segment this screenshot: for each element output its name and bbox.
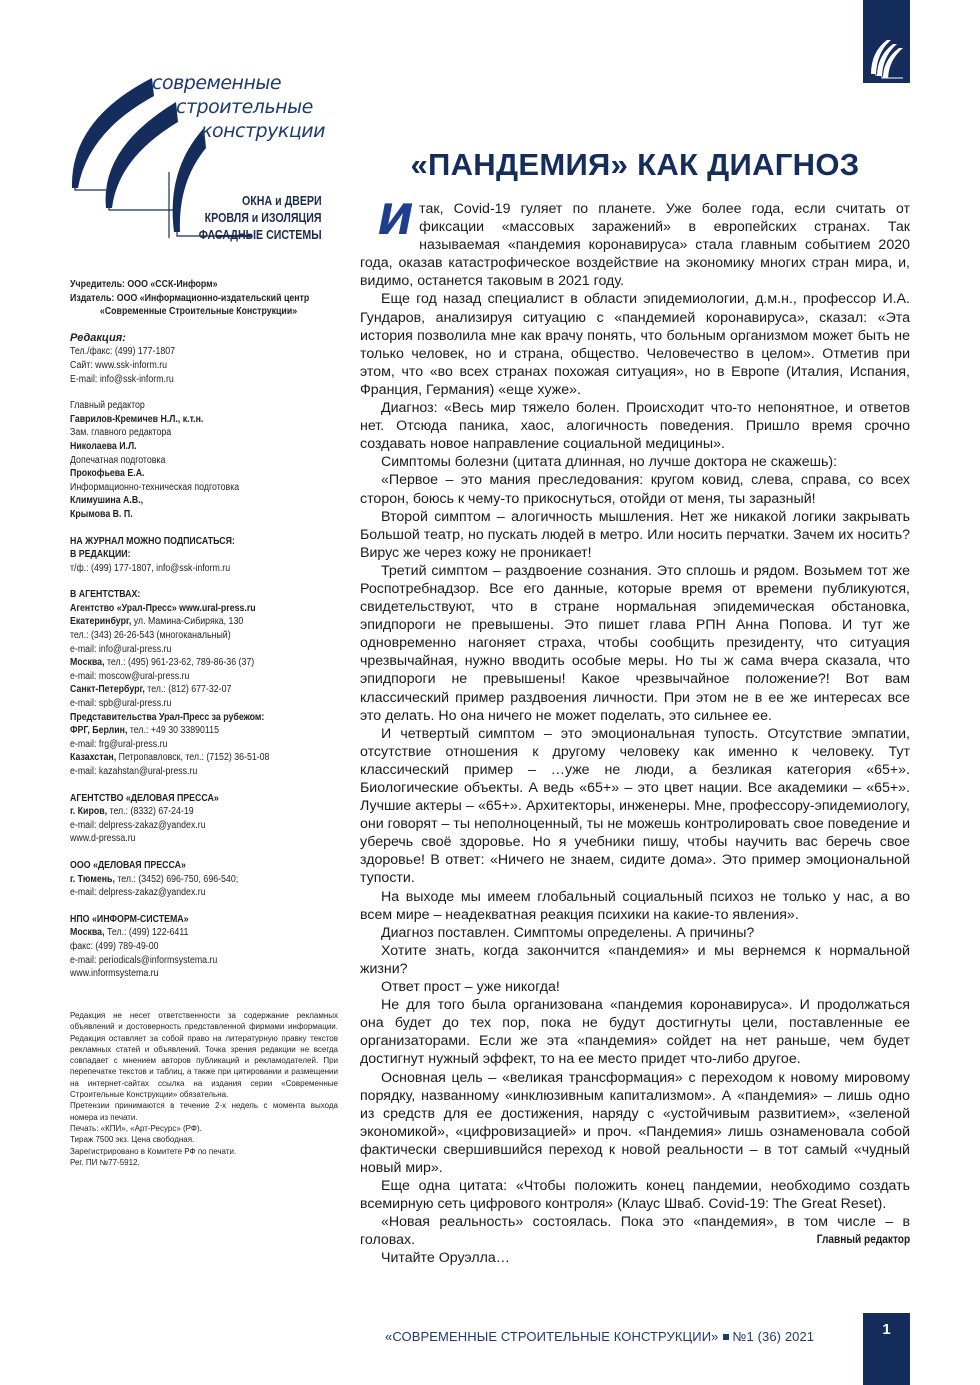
editorial-email-link[interactable]: E-mail: info@ssk-inform.ru: [70, 373, 174, 385]
city-label: Екатеринбург,: [70, 616, 132, 628]
article-paragraph: И четвертый симптом – это эмоциональная тупость. Отсутствие эмпатии, отсутствие отношения к другому человеку как именно к человеку. Тут классический пример – …уже не люди, а безликая категория «65+». Биологические объекты. А ведь «65+» – это цвет нации. Все академики – «65+». Лучшие актеры – «65+». Архитекторы, инженеры. Мне, профессору-эпидемиологу, они говорят – ты неполноценный, ты не можешь контролировать свое поведение и уберечь своё здоровье. Но я учебники пишу, чтобы научить вас беречь свое здоровье! В ответ: «Ничего не знаем, сидите дома». Это пример эмоциональной тупости.: [360, 725, 910, 887]
print-info: Печать: «КПИ», «Арт-Ресурс» (РФ).: [70, 1123, 202, 1133]
phone: тел.: (495) 961-23-62, 789-86-36 (37): [104, 657, 255, 669]
subscribe-office: В РЕДАКЦИИ:: [70, 549, 131, 561]
logo-word-3: конструкции: [201, 120, 325, 142]
article-paragraph: «Первое – это мания преследования: кругом ковид, слева, справа, со всех сторон, боюсь к чему-то прикоснуться, отойди от меня, ты заразный!: [360, 472, 910, 507]
staff-name: Прокофьева Е.А.: [70, 468, 145, 480]
page-number: 1: [882, 1321, 891, 1338]
article-paragraph: Симптомы болезни (цитата длинная, но лучше доктора не скажешь):: [381, 454, 838, 471]
fax: факс: (499) 789-49-00: [70, 940, 159, 952]
staff-role: Зам. главного редактора: [70, 427, 172, 439]
editorial-heading: Редакция:: [70, 331, 126, 344]
article-paragraph: Основная цель – «великая трансформация» с переходом к новому мировому порядку, названному «инклюзивным капитализмом». А «пандемия» – лишь одно из средств для ее достижения, наряду с «устойчивым развитием», «зеленой экономикой», «цифровизацией» и проч. «Пандемия» лишь ознаменовала собой фактически свершившийся переход к новой реальности – в тот самый «чудный новый мир».: [360, 1069, 910, 1176]
publisher-name: «Современные Строительные Конструкции»: [99, 306, 298, 318]
staff-role: Информационно-техническая подготовка: [70, 481, 240, 493]
article-title: «ПАНДЕМИЯ» КАК ДИАГНОЗ: [410, 147, 860, 182]
article-paragraph: «Новая реальность» состоялась. Пока это «пандемия», в том числе – в головах.: [360, 1214, 910, 1249]
article-paragraph: Читайте Оруэлла…: [381, 1250, 510, 1267]
header-tab: [863, 0, 910, 83]
phone: тел.: (8332) 67-24-19: [107, 806, 194, 818]
ural-press-title: Агентство «Урал-Пресс» www.ural-press.ru: [70, 602, 256, 614]
article-signature: Главный редактор: [816, 1234, 910, 1246]
city-label: г. Тюмень,: [70, 873, 115, 885]
email-link[interactable]: e-mail: spb@ural-press.ru: [70, 698, 172, 710]
staff-role: Главный редактор: [70, 400, 145, 412]
phone: Тел.: (499) 122-6411: [104, 927, 189, 939]
city-label: Санкт-Петербург,: [70, 684, 145, 696]
registration-info: Зарегистрировано в Комитете РФ по печати.: [70, 1146, 237, 1156]
subscribe-office-contact: т/ф.: (499) 177-1807, info@ssk-inform.ru: [70, 562, 231, 574]
article-paragraph: На выходе мы имеем глобальный социальный психоз не только у нас, а во всем мире – неадекватная реакция психики на какие-то явления».: [360, 888, 910, 923]
staff-role: Допечатная подготовка: [70, 454, 166, 466]
editorial-phone: Тел./факс: (499) 177-1807: [70, 346, 176, 358]
article-paragraph: Второй симптом – алогичность мышления. Нет же никакой логики закрывать Большой театр, но пускать людей в метро. Или носить перчатки. Зачем их носить? Вирус же через кожу не проникает!: [360, 508, 910, 561]
logo-word-2: строительные: [176, 96, 313, 118]
drop-cap: И: [378, 195, 414, 244]
email-link[interactable]: e-mail: delpress-zakaz@yandex.ru: [70, 819, 206, 831]
agency-title: АГЕНТСТВО «ДЕЛОВАЯ ПРЕССА»: [70, 792, 219, 804]
city-label: г. Киров,: [70, 806, 108, 818]
founder: Учредитель: ООО «ССК-Информ»: [70, 279, 218, 290]
subscribe-heading: НА ЖУРНАЛ МОЖНО ПОДПИСАТЬСЯ:: [70, 535, 235, 547]
footer-journal-info: [385, 1329, 814, 1344]
article-paragraph: Ответ прост – уже никогда!: [381, 979, 560, 996]
article-paragraph: Третий симптом – раздвоение сознания. Это сплошь и рядом. Возьмем тот же Роспотребнадзор. Все его данные, которые время от времени публикуются, свидетельствуют, что в стране нормальная эпидемическая обстановка, эпидпороги не превышены. Это пишет глава РПН Анна Попова. И тут же одновременно нагоняет страха, чтобы сообщить президенту, что ситуация чрезвычайная, нужно вводить особые меры. Но ты ж сама вчера сказала, что эпидпороги не превышены! Какое чрезвычайное положение?! Вот вам классический пример раздвоения личности. При этом не в ее же интересах все это делать. Но она ничего не может поделать, это сильнее ее.: [360, 562, 910, 724]
article-paragraph: Диагноз: «Весь мир тяжело болен. Происходит что-то непонятное, и ответов нет. Отсюда паника, хаос, алогичность поведения. Пришло время срочно создавать новое направление социальной медицины».: [360, 400, 910, 453]
registration-number: Рег. ПИ №77-5912.: [70, 1157, 140, 1167]
phone: тел.: (3452) 696-750, 696-540;: [114, 873, 239, 885]
circulation-info: Тираж 7500 экз. Цена свободная.: [70, 1135, 195, 1145]
article-paragraph: Итак, Covid-19 гуляет по планете. Уже более года, если считать от фиксации «массовых заражений» в европейских странах. Так называемая «пандемия коронавируса» стала главным событием 2020 года, оказав катастрофическое воздействие на экономику многих стран мира, и, видимо, останется таковым в 2021 году.: [360, 195, 910, 290]
staff-name: Климушина А.В.,: [70, 495, 144, 507]
article-paragraph: Не для того была организована «пандемия коронавируса». И продолжаться она будет до тех пор, пока не будут достигнуты цели, поставленные ее организаторами. Если же эта «пандемия» сойдет на нет раньше, чем будет достигнут нужный эффект, то на ее место придет что-либо другое.: [360, 997, 910, 1068]
email-link[interactable]: e-mail: delpress-zakaz@yandex.ru: [70, 887, 206, 899]
publisher: Издатель: ООО «Информационно-издательский центр: [70, 292, 310, 304]
page-number-tab: [863, 1313, 910, 1385]
agencies-heading: В АГЕНТСТВАХ:: [70, 589, 141, 601]
logo-mark-icon: [869, 34, 905, 80]
phone: тел.: +49 30 33890115: [127, 725, 219, 737]
article-body: [360, 195, 910, 1268]
editorial-site-link[interactable]: Сайт: www.ssk-inform.ru: [70, 359, 168, 371]
site-link[interactable]: www.informsystema.ru: [70, 968, 159, 980]
email-link[interactable]: e-mail: kazahstan@ural-press.ru: [70, 766, 198, 777]
logo-word-1: современные: [152, 72, 282, 94]
article-paragraph: Еще год назад специалист в области эпидемиологии, д.м.н., профессор И.А. Гундаров, анализируя ситуацию с «пандемией коронавируса», сказал: «Эта история позволила мне как врачу понять, что больным организмом может быть не только человек, но и страна, общество. Человечество в целом». Отметив при этом, что «во всех странах похожая ситуация», но в Европе (Италия, Испания, Франция, Германия) «еще хуже».: [360, 291, 910, 398]
city-label: Казахстан,: [70, 752, 117, 764]
footer-issue: №1 (36) 2021: [732, 1329, 815, 1344]
phone: тел.: (812) 677-32-07: [144, 684, 232, 696]
city-label: ФРГ, Берлин,: [70, 725, 128, 737]
address: ул. Мамина-Сибиряка, 130: [131, 616, 244, 628]
abroad-heading: Представительства Урал-Пресс за рубежом:: [70, 711, 265, 723]
site-link[interactable]: www.d-pressa.ru: [70, 833, 136, 845]
logo-subtitle-roofing: КРОВЛЯ и ИЗОЛЯЦИЯ: [205, 211, 322, 225]
article-paragraph: Хотите знать, когда закончится «пандемия» и мы вернемся к нормальной жизни?: [360, 942, 910, 977]
staff-name: Николаева И.Л.: [70, 440, 137, 452]
email-link[interactable]: e-mail: info@ural-press.ru: [70, 643, 172, 655]
logo-subtitle-windows: ОКНА и ДВЕРИ: [242, 194, 322, 208]
phone: тел.: (343) 26-26-543 (многоканальный): [70, 630, 231, 642]
logo-subtitle-facades: ФАСАДНЫЕ СИСТЕМЫ: [199, 228, 322, 242]
claims-notice: Претензии принимаются в течение 2-х недель с момента выхода номера из печати.: [70, 1101, 338, 1122]
journal-logo: [66, 70, 336, 250]
email-link[interactable]: e-mail: periodicals@informsystema.ru: [70, 954, 218, 966]
article-paragraph: Диагноз поставлен. Симптомы определены. А причины?: [381, 924, 755, 941]
masthead: [70, 278, 338, 981]
phone: Петропавловск, тел.: (7152) 36-51-08: [116, 752, 270, 764]
disclaimer: Редакция не несет ответственности за содержание рекламных объявлений и достоверность представленной фирмами информации. Редакция оставляет за собой право на литературную правку текстов рекламных статей и объявлений. Точка зрения редакции не всегда совпадает с мнением авторов публикаций и рекламодателей. При перепечатке текстов и таблиц, а также при цитировании и размещении на интернет-сайтах ссылка на издания серии «Современные Строительные Конструкции» обязательна.: [70, 1011, 338, 1100]
agency-title: НПО «ИНФОРМ-СИСТЕМА»: [70, 913, 189, 925]
staff-name: Гаврилов-Кремичев Н.Л., к.т.н.: [70, 413, 204, 425]
bullet-square-icon: [723, 1334, 729, 1340]
legal-notice: [70, 1010, 338, 1168]
email-link[interactable]: e-mail: frg@ural-press.ru: [70, 738, 168, 750]
email-link[interactable]: e-mail: moscow@ural-press.ru: [70, 670, 190, 682]
article-paragraph: Еще одна цитата: «Чтобы положить конец пандемии, необходимо создать всемирную сеть цифрового контроля» (Клаус Шваб. Covid-19: The Great Reset).: [360, 1178, 910, 1213]
footer-journal-name: «СОВРЕМЕННЫЕ СТРОИТЕЛЬНЫЕ КОНСТРУКЦИИ»: [385, 1329, 719, 1344]
agency-title: ООО «ДЕЛОВАЯ ПРЕССА»: [70, 859, 186, 871]
staff-name: Крымова В. П.: [70, 508, 133, 520]
city-label: Москва,: [70, 927, 105, 939]
city-label: Москва,: [70, 657, 105, 669]
